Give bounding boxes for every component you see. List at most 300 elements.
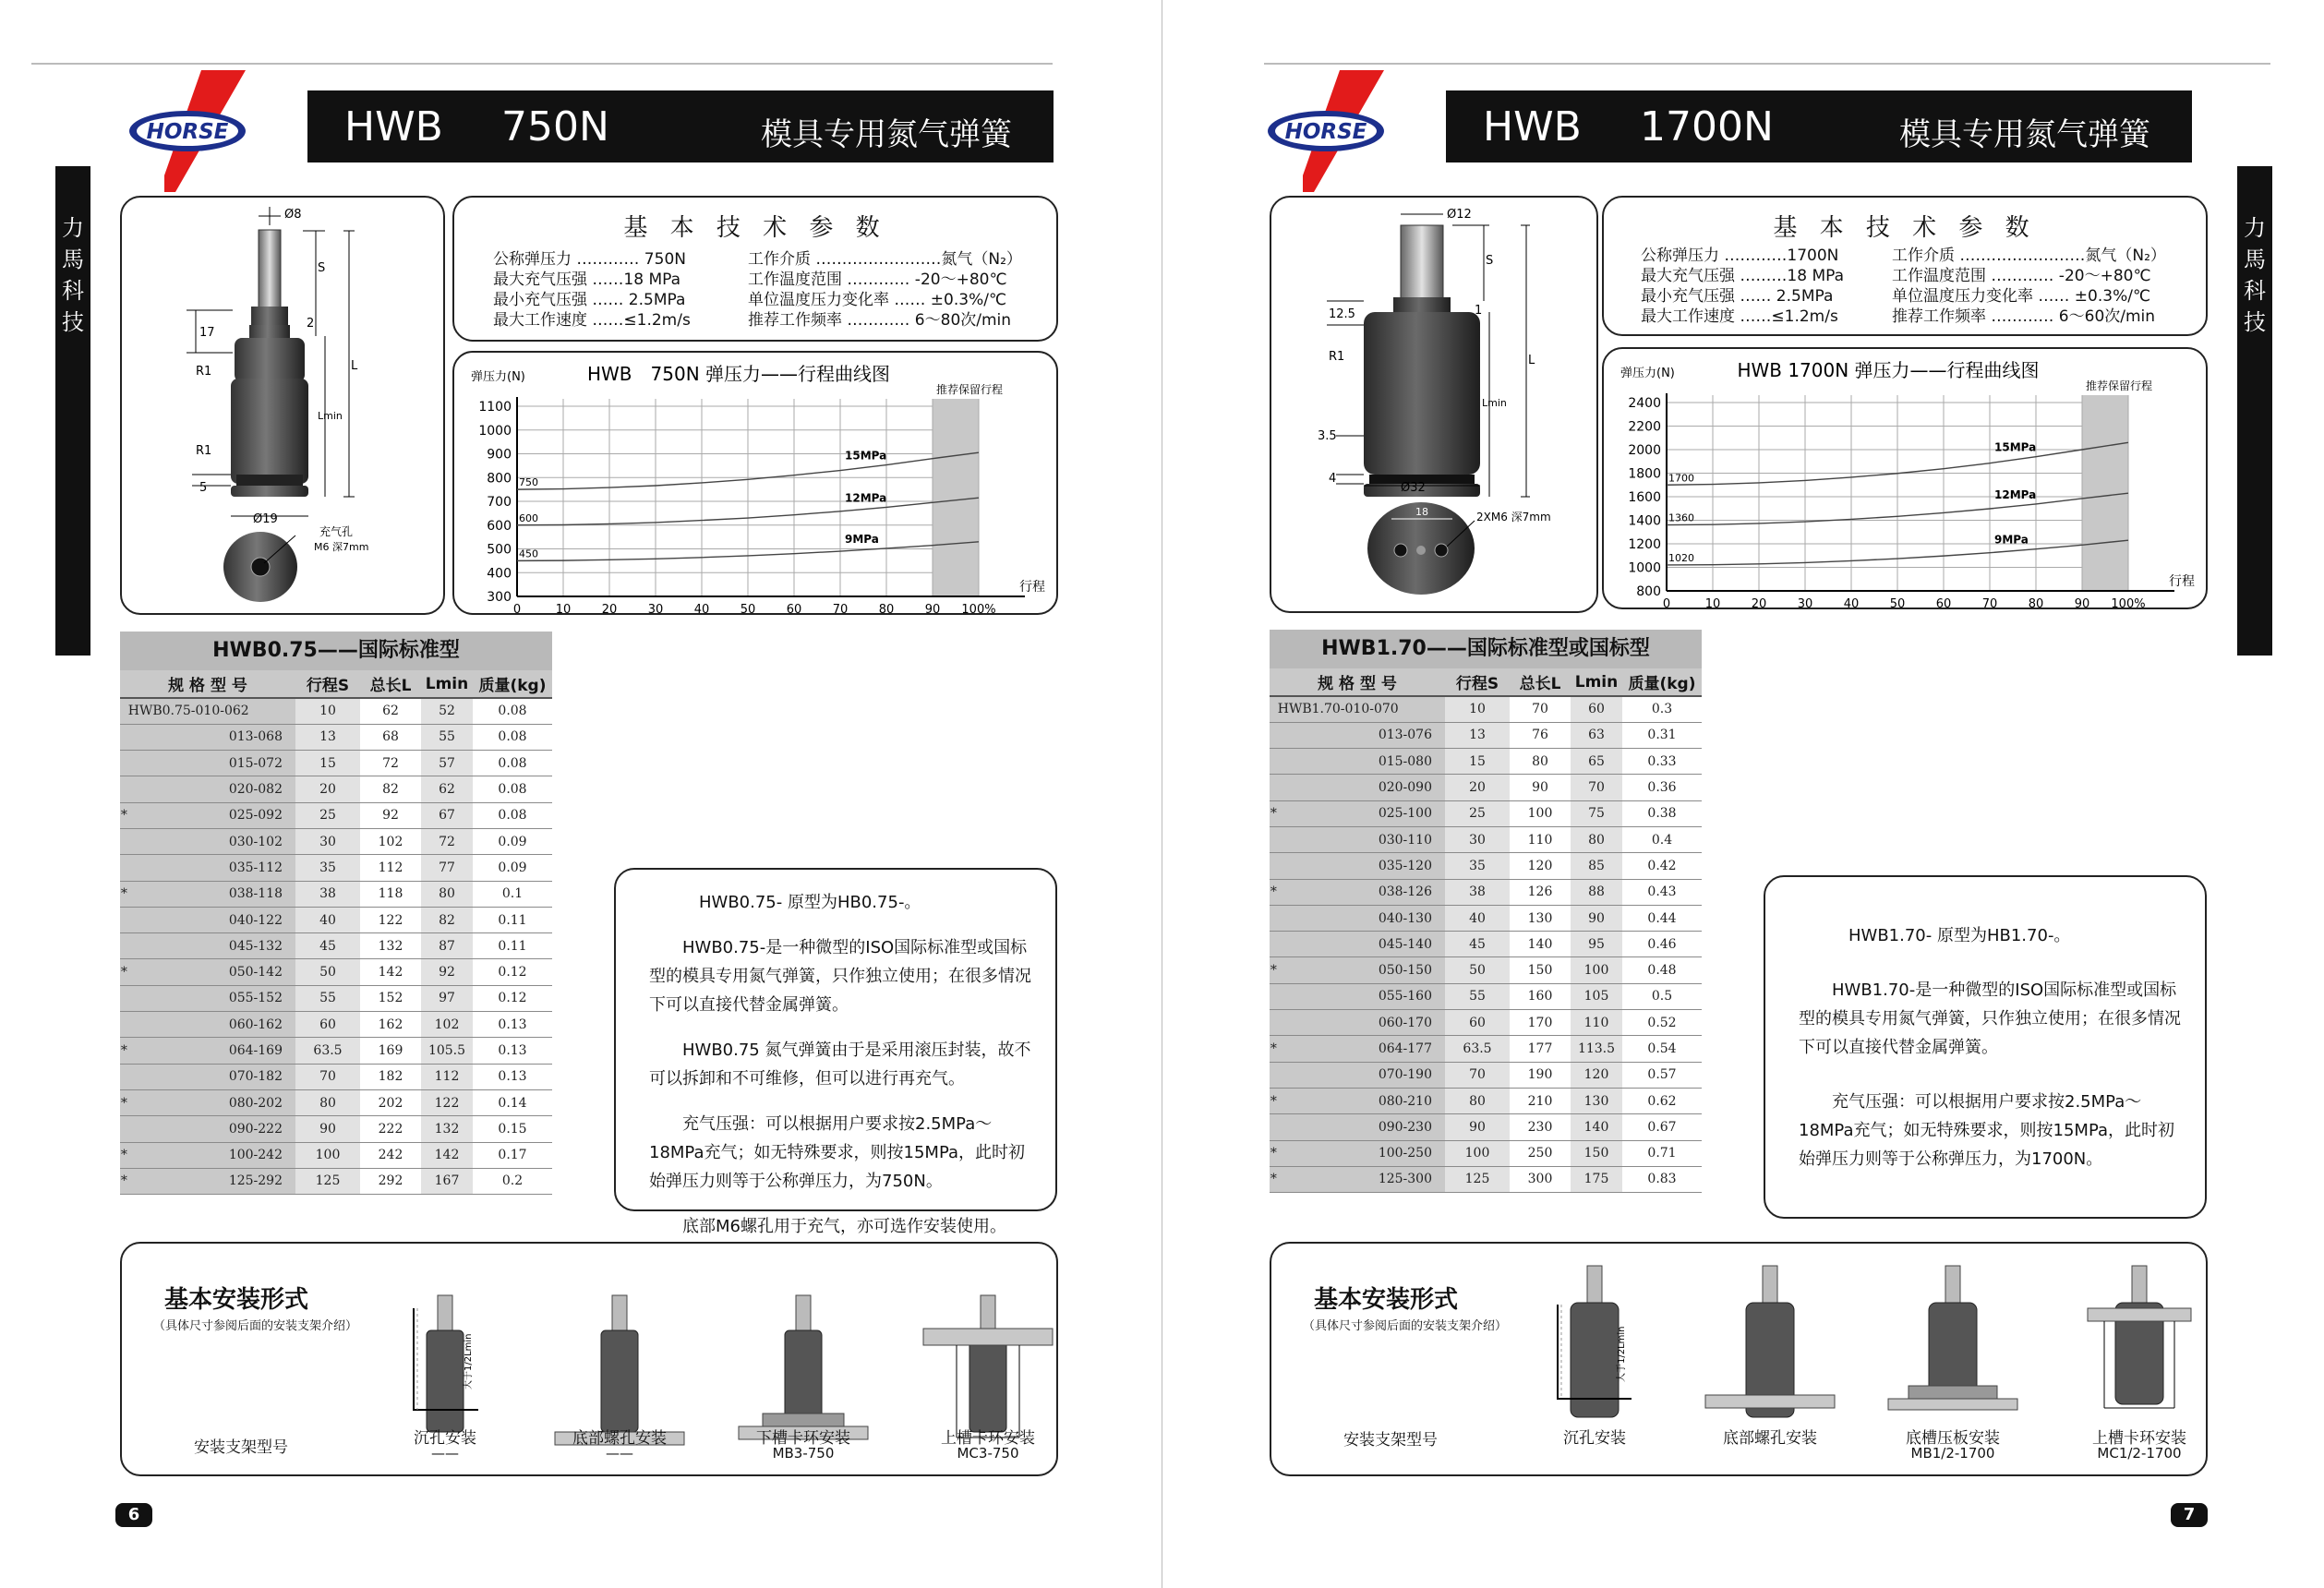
table-row bbox=[1270, 1062, 1702, 1088]
x-tick-label: 40 bbox=[1843, 597, 1860, 611]
svg-text:3.5: 3.5 bbox=[1318, 429, 1337, 443]
series-name-label: 15MPa bbox=[845, 449, 887, 463]
table-row bbox=[120, 776, 552, 802]
table-cell: 0.33 bbox=[1622, 749, 1702, 775]
table-row bbox=[120, 1089, 552, 1115]
table-cell: 67 bbox=[421, 802, 473, 828]
svg-text:17: 17 bbox=[199, 326, 215, 340]
table-cell-mark bbox=[120, 724, 128, 750]
svg-text:2: 2 bbox=[307, 317, 315, 331]
table-cell: 90 bbox=[1571, 905, 1622, 931]
table-row bbox=[1270, 932, 1702, 957]
table-cell: 65 bbox=[1571, 749, 1622, 775]
table-cell-model: 100-250 bbox=[1278, 1140, 1445, 1166]
table-cell: 0.5 bbox=[1622, 983, 1702, 1009]
note-para: HWB1.70- 原型为HB1.70-。 bbox=[1848, 926, 2071, 945]
table-cell: 60 bbox=[295, 1012, 360, 1038]
y-tick-label: 1600 bbox=[1628, 490, 1661, 505]
table-cell: 80 bbox=[1510, 749, 1571, 775]
x-tick-label: 30 bbox=[647, 603, 664, 617]
table-cell: 92 bbox=[360, 802, 421, 828]
table-cell: 175 bbox=[1571, 1166, 1622, 1192]
table-cell: 100 bbox=[1445, 1140, 1510, 1166]
spec-row: 最大工作速度 ……≤1.2m/s bbox=[1641, 307, 1838, 326]
table-row bbox=[1270, 775, 1702, 800]
svg-text:S: S bbox=[1486, 254, 1494, 268]
x-tick-label: 100% bbox=[961, 603, 996, 617]
svg-text:HORSE: HORSE bbox=[1284, 120, 1367, 144]
spring-drawing bbox=[1271, 198, 1600, 615]
table-cell: 0.31 bbox=[1622, 722, 1702, 748]
install-drawings bbox=[1271, 1244, 2210, 1428]
table-cell-mark bbox=[1270, 905, 1278, 931]
install-label: 上槽卡环安装 bbox=[2092, 1429, 2186, 1448]
table-cell: 63 bbox=[1571, 722, 1622, 748]
table-cell: 167 bbox=[421, 1168, 473, 1194]
install-bottom-screw bbox=[555, 1295, 684, 1445]
table-header-row bbox=[120, 670, 552, 698]
table-cell: 13 bbox=[1445, 722, 1510, 748]
table-cell: 0.54 bbox=[1622, 1036, 1702, 1062]
table-cell-model: 055-152 bbox=[128, 985, 295, 1011]
spec-row: 推荐工作频率 ………… 6～60次/min bbox=[1892, 307, 2156, 326]
x-tick-label: 90 bbox=[924, 603, 941, 617]
table-cell: 40 bbox=[1445, 905, 1510, 931]
y-tick-label: 1000 bbox=[1628, 560, 1661, 576]
title-model: HWB bbox=[1483, 103, 1582, 150]
table-header: 规 格 型 号 bbox=[120, 670, 295, 698]
table-cell: 110 bbox=[1510, 826, 1571, 852]
svg-text:R1: R1 bbox=[1329, 350, 1345, 364]
table-cell-model: 050-150 bbox=[1278, 957, 1445, 983]
table-row bbox=[120, 1116, 552, 1142]
x-tick-label: 10 bbox=[1704, 597, 1721, 611]
table-row bbox=[1270, 1166, 1702, 1192]
table-cell-mark: * bbox=[1270, 800, 1278, 826]
table-cell: 45 bbox=[1445, 932, 1510, 957]
table-cell-mark bbox=[1270, 853, 1278, 879]
table-cell: 60 bbox=[1571, 696, 1622, 722]
table-row bbox=[120, 828, 552, 854]
y-tick-label: 1400 bbox=[1628, 513, 1661, 529]
table-cell: 0.43 bbox=[1622, 879, 1702, 905]
page-number: 7 bbox=[2171, 1503, 2208, 1527]
install-bottom-screw bbox=[1705, 1266, 1835, 1417]
table-cell-mark bbox=[120, 828, 128, 854]
y-tick-label: 1100 bbox=[478, 400, 512, 415]
table-cell-mark bbox=[1270, 826, 1278, 852]
side-tab-char: 力 bbox=[2244, 215, 2266, 241]
spec-row: 工作介质 ……………………氮气（N₂） bbox=[748, 250, 1022, 269]
svg-text:M6 深7mm: M6 深7mm bbox=[314, 541, 369, 553]
chart-ylabel: 弹压力(N) bbox=[1620, 367, 1675, 380]
table-cell-mark bbox=[1270, 1062, 1278, 1088]
table-cell: 0.44 bbox=[1622, 905, 1702, 931]
install-upper-ring bbox=[923, 1295, 1053, 1438]
side-tab-char: 技 bbox=[2244, 309, 2266, 335]
table-cell-model: 080-202 bbox=[128, 1089, 295, 1115]
table-cell: 0.12 bbox=[473, 959, 552, 985]
table-cell: 70 bbox=[1571, 775, 1622, 800]
x-tick-label: 50 bbox=[740, 603, 756, 617]
table-row bbox=[120, 907, 552, 932]
table-cell: 125 bbox=[295, 1168, 360, 1194]
table-cell: 0.09 bbox=[473, 855, 552, 881]
table-row bbox=[1270, 826, 1702, 852]
table-row bbox=[1270, 905, 1702, 931]
table-cell: 35 bbox=[1445, 853, 1510, 879]
x-tick-label: 50 bbox=[1889, 597, 1906, 611]
table-cell: 38 bbox=[295, 881, 360, 907]
install-label: 沉孔安装 bbox=[1563, 1429, 1626, 1448]
table-cell: 126 bbox=[1510, 879, 1571, 905]
table-cell: 300 bbox=[1510, 1166, 1571, 1192]
table-cell: 0.67 bbox=[1622, 1114, 1702, 1140]
table-cell: 0.48 bbox=[1622, 957, 1702, 983]
table-cell: 152 bbox=[360, 985, 421, 1011]
table-cell-model: 015-080 bbox=[1278, 749, 1445, 775]
svg-text:大于1/2Lmin: 大于1/2Lmin bbox=[464, 1333, 474, 1390]
table-cell-model: 125-292 bbox=[128, 1168, 295, 1194]
y-tick-label: 1000 bbox=[478, 423, 512, 439]
table-cell: 90 bbox=[295, 1116, 360, 1142]
table-cell: 113.5 bbox=[1571, 1036, 1622, 1062]
table-cell: 177 bbox=[1510, 1036, 1571, 1062]
table-cell: 170 bbox=[1510, 1010, 1571, 1036]
table-row bbox=[120, 1038, 552, 1064]
install-label: 上槽卡环安装 bbox=[941, 1429, 1035, 1448]
table-cell: 0.46 bbox=[1622, 932, 1702, 957]
install-label: 底部螺孔安装 bbox=[1723, 1429, 1817, 1448]
x-tick-label: 0 bbox=[512, 603, 522, 617]
table-cell: 38 bbox=[1445, 879, 1510, 905]
series-name-label: 15MPa bbox=[1994, 440, 2037, 454]
table-cell: 72 bbox=[421, 828, 473, 854]
y-tick-label: 700 bbox=[487, 495, 512, 510]
x-tick-label: 70 bbox=[832, 603, 849, 617]
spec-row: 最大充气压强 ………18 MPa bbox=[1641, 267, 1845, 285]
table-header: Lmin bbox=[421, 670, 473, 698]
table-cell-model: 040-122 bbox=[128, 907, 295, 932]
table-cell: 95 bbox=[1571, 932, 1622, 957]
spec-row: 最大工作速度 ……≤1.2m/s bbox=[493, 311, 691, 330]
spec-row: 公称弹压力 …………1700N bbox=[1641, 247, 1839, 265]
table-cell: 222 bbox=[360, 1116, 421, 1142]
spec-row: 公称弹压力 ………… 750N bbox=[493, 250, 686, 269]
chart-panel bbox=[1602, 347, 2208, 609]
table-cell: 0.09 bbox=[473, 828, 552, 854]
y-tick-label: 800 bbox=[487, 471, 512, 487]
series-start-label: 1360 bbox=[1668, 511, 1694, 524]
table-cell: 100 bbox=[1571, 957, 1622, 983]
table-cell: 0.4 bbox=[1622, 826, 1702, 852]
y-tick-label: 2400 bbox=[1628, 396, 1661, 411]
table-title: HWB0.75——国际标准型 bbox=[120, 632, 552, 670]
table-cell: 0.11 bbox=[473, 907, 552, 932]
table-cell-mark bbox=[1270, 775, 1278, 800]
chart-panel bbox=[452, 351, 1058, 615]
table-cell: 25 bbox=[295, 802, 360, 828]
svg-text:1: 1 bbox=[1475, 304, 1483, 318]
x-tick-label: 60 bbox=[786, 603, 802, 617]
svg-text:大于1/2Lmin: 大于1/2Lmin bbox=[1617, 1326, 1627, 1382]
title-category: 模具专用氮气弹簧 bbox=[1899, 116, 2150, 153]
y-tick-label: 1800 bbox=[1628, 466, 1661, 482]
series-start-label: 450 bbox=[519, 547, 538, 560]
svg-text:S: S bbox=[318, 261, 326, 275]
table-cell-model: 100-242 bbox=[128, 1142, 295, 1168]
table-header: 行程S bbox=[295, 670, 360, 698]
table-cell: 10 bbox=[295, 698, 360, 724]
table-cell: 75 bbox=[1571, 800, 1622, 826]
table-cell: 110 bbox=[1571, 1010, 1622, 1036]
table-cell-model: 015-072 bbox=[128, 751, 295, 776]
install-label: 底部螺孔安装 bbox=[572, 1429, 667, 1448]
title-category: 模具专用氮气弹簧 bbox=[761, 116, 1012, 153]
table-cell: 62 bbox=[360, 698, 421, 724]
table-cell: 0.08 bbox=[473, 698, 552, 724]
table-cell: 30 bbox=[295, 828, 360, 854]
table-header: 总长L bbox=[360, 670, 421, 698]
table-cell-model: 030-110 bbox=[1278, 826, 1445, 852]
title-force: 750N bbox=[501, 103, 609, 150]
install-subtitle: （具体尺寸参阅后面的安装支架介绍） bbox=[1303, 1319, 1508, 1333]
table-cell: 55 bbox=[421, 724, 473, 750]
chart-xlabel: 行程 bbox=[2169, 574, 2195, 589]
note-para: 充气压强：可以根据用户要求按2.5MPa～18MPa充气；如无特殊要求，则按15MPa，此时初始弹压力则等于公称弹压力，为1700N。 bbox=[1799, 1092, 2175, 1169]
table-cell: 100 bbox=[1510, 800, 1571, 826]
table-row bbox=[1270, 1010, 1702, 1036]
series-start-label: 600 bbox=[519, 511, 538, 524]
table-cell-mark bbox=[1270, 1114, 1278, 1140]
table-cell: 112 bbox=[421, 1064, 473, 1089]
table-cell-model: 070-182 bbox=[128, 1064, 295, 1089]
force-stroke-chart bbox=[454, 353, 1060, 617]
install-code: —— bbox=[431, 1445, 459, 1462]
table-row bbox=[1270, 696, 1702, 722]
table-header: Lmin bbox=[1571, 668, 1622, 696]
svg-text:Ø19: Ø19 bbox=[253, 512, 278, 526]
x-tick-label: 20 bbox=[601, 603, 618, 617]
x-tick-label: 10 bbox=[555, 603, 572, 617]
title-force: 1700N bbox=[1640, 103, 1774, 150]
install-code: MB3-750 bbox=[772, 1445, 835, 1462]
table-cell-mark bbox=[1270, 696, 1278, 722]
table-cell-model: 055-160 bbox=[1278, 983, 1445, 1009]
table-cell: 150 bbox=[1510, 957, 1571, 983]
table-cell-model: 125-300 bbox=[1278, 1166, 1445, 1192]
table-row bbox=[120, 933, 552, 959]
note-para: 充气压强：可以根据用户要求按2.5MPa～18MPa充气；如无特殊要求，则按15MPa，此时初始弹压力则等于公称弹压力，为750N。 bbox=[649, 1114, 1026, 1191]
table-cell: 0.42 bbox=[1622, 853, 1702, 879]
table-cell: 120 bbox=[1510, 853, 1571, 879]
table-cell: 70 bbox=[295, 1064, 360, 1089]
table-cell-mark: * bbox=[1270, 1036, 1278, 1062]
table-cell-model: HWB1.70-010-070 bbox=[1278, 696, 1445, 722]
table-cell-mark bbox=[120, 1116, 128, 1142]
install-code: MC3-750 bbox=[957, 1445, 1019, 1462]
title-model: HWB bbox=[344, 103, 443, 150]
table-cell: 130 bbox=[1510, 905, 1571, 931]
table-row bbox=[1270, 749, 1702, 775]
page-number: 6 bbox=[115, 1503, 152, 1527]
spring-drawing bbox=[122, 198, 447, 617]
horse-logo bbox=[1266, 66, 1386, 196]
series-name-label: 12MPa bbox=[845, 491, 887, 505]
reserve-zone-label: 推荐保留行程 bbox=[936, 383, 1004, 396]
table-cell-model: 025-092 bbox=[128, 802, 295, 828]
table-row bbox=[120, 802, 552, 828]
table-cell-model: 035-112 bbox=[128, 855, 295, 881]
table-cell: 80 bbox=[1445, 1088, 1510, 1113]
table-cell: 160 bbox=[1510, 983, 1571, 1009]
table-header: 总长L bbox=[1510, 668, 1571, 696]
table-cell: 82 bbox=[421, 907, 473, 932]
svg-text:充气孔: 充气孔 bbox=[319, 525, 354, 538]
side-tab-char: 科 bbox=[2244, 278, 2266, 304]
table-cell: 63.5 bbox=[295, 1038, 360, 1064]
table-cell-mark: * bbox=[1270, 879, 1278, 905]
table-cell-model: 080-210 bbox=[1278, 1088, 1445, 1113]
table-cell: 0.52 bbox=[1622, 1010, 1702, 1036]
svg-text:L: L bbox=[351, 359, 358, 373]
table-cell: 87 bbox=[421, 933, 473, 959]
svg-text:Lmin: Lmin bbox=[1482, 397, 1507, 409]
table-row bbox=[120, 724, 552, 750]
table-cell: 0.11 bbox=[473, 933, 552, 959]
table-cell: 70 bbox=[1510, 696, 1571, 722]
svg-text:Lmin: Lmin bbox=[318, 410, 343, 422]
table-cell-mark bbox=[1270, 722, 1278, 748]
table-cell: 105 bbox=[1571, 983, 1622, 1009]
table-cell: 35 bbox=[295, 855, 360, 881]
specs-title: 基 本 技 术 参 数 bbox=[1773, 214, 2037, 242]
table-cell: 0.17 bbox=[473, 1142, 552, 1168]
table-cell: 25 bbox=[1445, 800, 1510, 826]
spec-row: 最小充气压强 …… 2.5MPa bbox=[493, 291, 686, 309]
table-cell-mark: * bbox=[120, 1142, 128, 1168]
y-tick-label: 400 bbox=[487, 566, 512, 582]
install-upper-ring bbox=[2088, 1266, 2191, 1408]
table-cell: 10 bbox=[1445, 696, 1510, 722]
table-cell-model: 013-076 bbox=[1278, 722, 1445, 748]
x-tick-label: 40 bbox=[693, 603, 710, 617]
table-cell-mark: * bbox=[120, 881, 128, 907]
table-cell: 57 bbox=[421, 751, 473, 776]
table-cell: 140 bbox=[1571, 1114, 1622, 1140]
table-row bbox=[1270, 1088, 1702, 1113]
table-cell-mark bbox=[120, 751, 128, 776]
svg-text:2XM6 深7mm: 2XM6 深7mm bbox=[1476, 511, 1551, 523]
table-cell: 0.13 bbox=[473, 1038, 552, 1064]
table-cell-model: 064-177 bbox=[1278, 1036, 1445, 1062]
table-cell: 55 bbox=[1445, 983, 1510, 1009]
spec-row: 单位温度压力变化率 …… ±0.3%/℃ bbox=[748, 291, 1007, 309]
table-row bbox=[1270, 983, 1702, 1009]
table-cell-mark bbox=[1270, 932, 1278, 957]
chart-title: HWB 1700N 弹压力——行程曲线图 bbox=[1737, 359, 2040, 381]
table-cell: 150 bbox=[1571, 1140, 1622, 1166]
table-cell: 0.1 bbox=[473, 881, 552, 907]
table-cell: 100 bbox=[295, 1142, 360, 1168]
svg-text:18: 18 bbox=[1415, 506, 1428, 518]
table-cell: 80 bbox=[1571, 826, 1622, 852]
spec-table bbox=[120, 670, 552, 1195]
drawing-panel bbox=[120, 196, 445, 615]
table-cell: 112 bbox=[360, 855, 421, 881]
x-tick-label: 100% bbox=[2111, 597, 2146, 611]
title-bar bbox=[307, 90, 1054, 162]
y-tick-label: 1200 bbox=[1628, 537, 1661, 552]
table-row bbox=[120, 698, 552, 724]
table-cell: 55 bbox=[295, 985, 360, 1011]
svg-text:HORSE: HORSE bbox=[146, 120, 229, 144]
specs-title: 基 本 技 术 参 数 bbox=[623, 214, 887, 242]
table-cell: 292 bbox=[360, 1168, 421, 1194]
table-cell-model: 090-230 bbox=[1278, 1114, 1445, 1140]
table-row bbox=[120, 881, 552, 907]
series-name-label: 9MPa bbox=[1994, 533, 2029, 547]
side-tab-char: 力 bbox=[62, 215, 84, 241]
table-cell: 0.83 bbox=[1622, 1166, 1702, 1192]
table-cell: 0.13 bbox=[473, 1064, 552, 1089]
table-cell: 118 bbox=[360, 881, 421, 907]
table-cell: 0.62 bbox=[1622, 1088, 1702, 1113]
reserve-zone bbox=[2082, 395, 2128, 591]
specs-panel bbox=[452, 196, 1058, 342]
install-subtitle: （具体尺寸参阅后面的安装支架介绍） bbox=[153, 1319, 358, 1333]
install-counterbore bbox=[1558, 1266, 1632, 1417]
install-panel bbox=[1270, 1242, 2208, 1476]
table-cell-model: 045-132 bbox=[128, 933, 295, 959]
specs-panel bbox=[1602, 196, 2208, 336]
table-cell: 20 bbox=[295, 776, 360, 802]
table-cell-model: 050-142 bbox=[128, 959, 295, 985]
table-row bbox=[120, 1168, 552, 1194]
note-para: HWB0.75 氮气弹簧由于是采用滚压封装，故不可以拆卸和不可维修，但可以进行再充气。 bbox=[649, 1041, 1031, 1089]
table-cell-model: 035-120 bbox=[1278, 853, 1445, 879]
spec-row: 推荐工作频率 ………… 6～80次/min bbox=[748, 311, 1012, 330]
table-cell: 122 bbox=[421, 1089, 473, 1115]
table-cell: 80 bbox=[295, 1089, 360, 1115]
svg-text:Ø8: Ø8 bbox=[284, 208, 302, 222]
svg-text:4: 4 bbox=[1329, 472, 1337, 486]
table-row bbox=[1270, 879, 1702, 905]
table-cell-model: 040-130 bbox=[1278, 905, 1445, 931]
table-row bbox=[1270, 800, 1702, 826]
install-code: —— bbox=[606, 1445, 633, 1462]
table-cell: 0.14 bbox=[473, 1089, 552, 1115]
table-cell-model: 090-222 bbox=[128, 1116, 295, 1142]
table-cell: 120 bbox=[1571, 1062, 1622, 1088]
table-cell: 0.2 bbox=[473, 1168, 552, 1194]
table-cell-mark bbox=[1270, 749, 1278, 775]
install-bottom-clamp bbox=[1888, 1266, 2017, 1410]
note-para: HWB0.75- 原型为HB0.75-。 bbox=[699, 893, 921, 912]
table-cell: 190 bbox=[1510, 1062, 1571, 1088]
table-cell-model: 020-090 bbox=[1278, 775, 1445, 800]
table-cell-mark bbox=[120, 776, 128, 802]
spec-table bbox=[1270, 668, 1702, 1193]
install-model-label: 安装支架型号 bbox=[194, 1438, 288, 1457]
table-cell-model: 060-170 bbox=[1278, 1010, 1445, 1036]
table-cell: 132 bbox=[360, 933, 421, 959]
svg-text:R1: R1 bbox=[196, 444, 212, 458]
x-tick-label: 60 bbox=[1935, 597, 1952, 611]
table-cell: 142 bbox=[360, 959, 421, 985]
x-tick-label: 20 bbox=[1751, 597, 1767, 611]
series-start-label: 750 bbox=[519, 476, 538, 489]
